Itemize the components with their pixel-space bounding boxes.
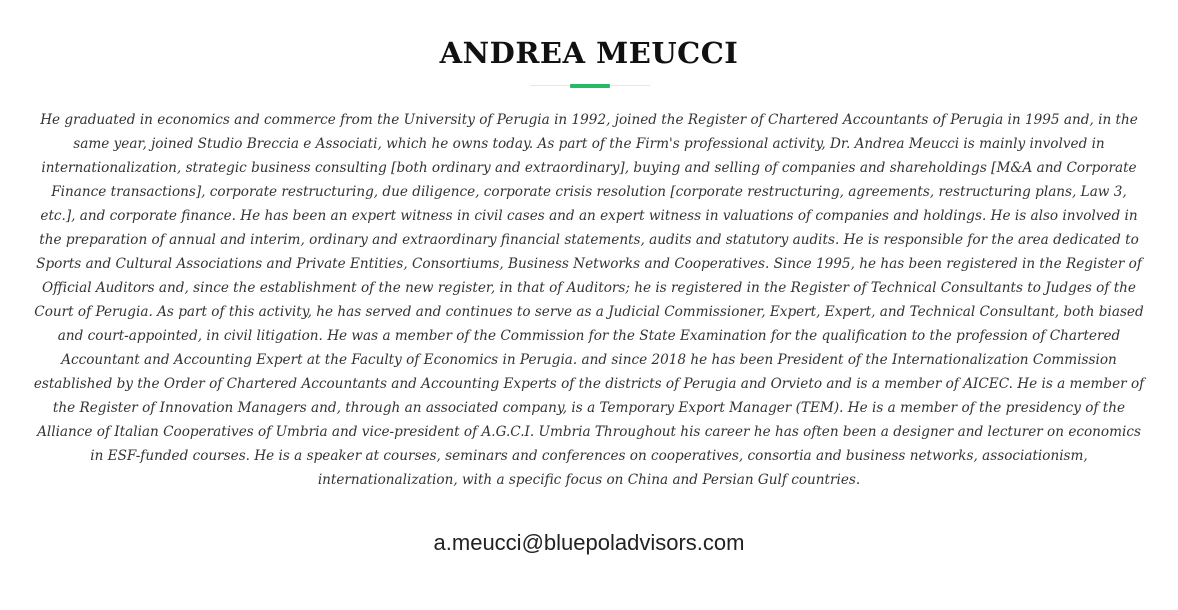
email-link[interactable]: a.meucci@bluepoladvisors.com [433, 530, 745, 555]
title-divider-accent [570, 84, 610, 88]
profile-bio: He graduated in economics and commerce from the University of Perugia in 1992, joined the Register of Chartered Accountants of Perugia in 1995 and, in the same year, joined Studio Breccia e Associati, which he owns today. As part of the Firm's professional activity, Dr. Andrea Meucci is mainly involved in internationalization, strategic business consulting [both ordinary and extraordinary], buying and selling of companies and shareholdings [M&A and Corporate Finance transactions], corporate restructuring, due diligence, corporate crisis resolution [corporate restructuring, agreements, restructuring plans, Law 3, etc.], and corporate finance. He has been an expert witness in civil cases and an expert witness in valuations of companies and holdings. He is also involved in the preparation of annual and interim, ordinary and extraordinary financial statements, audits and statutory audits. He is responsible for the area dedicated to Sports and Cultural Associations and Private Entities, Consortiums, Business Networks and Cooperatives. Since 1995, he has been registered in the Register of Official Auditors and, since the establishment of the new register, in that of Auditors; he is registered in the Register of Technical Consultants to Judges of the Court of Perugia. As part of this activity, he has served and continues to serve as a Judicial Commissioner, Expert, Expert, and Technical Consultant, both biased and court-appointed, in civil litigation. He was a member of the Commission for the State Examination for the qualification to the profession of Chartered Accountant and Accounting Expert at the Faculty of Economics in Perugia. and since 2018 he has been President of the Internationalization Commission established by the Order of Chartered Accountants and Accounting Experts of the districts of Perugia and Orvieto and is a member of AICEC. He is a member of the Register of Innovation Managers and, through an associated company, is a Temporary Export Manager (TEM). He is a member of the presidency of the Alliance of Italian Cooperatives of Umbria and vice-president of A.G.C.I. Umbria Throughout his career he has often been a designer and lecturer on economics in ESF-funded courses. He is a speaker at courses, seminars and conferences on cooperatives, consortia and business networks, associationism, internationalization, with a specific focus on China and Persian Gulf countries. [33, 112, 1145, 488]
profile-name: ANDREA MEUCCI [439, 36, 739, 70]
